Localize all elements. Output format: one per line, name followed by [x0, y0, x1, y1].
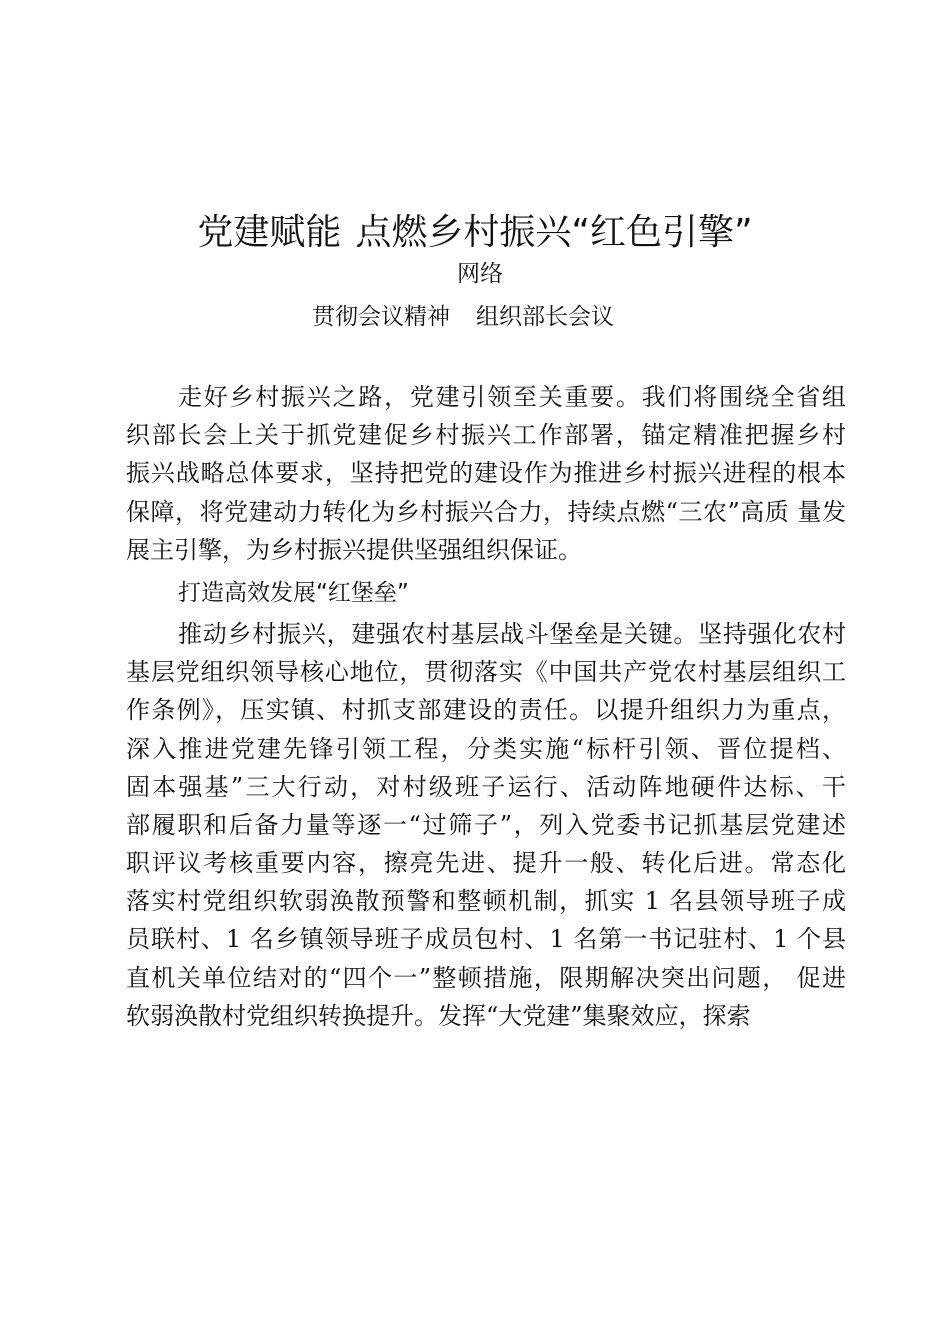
source-label: 网络 [457, 261, 503, 287]
title-part-1: 党建赋能 [197, 212, 342, 253]
paragraph-line: 固本强基”三大行动，对村级班子运行、活动阵地硬件达标、干 [126, 772, 846, 801]
paragraph-line: 作条例》，压实镇、村抓支部建设的责任。以提升组织力为重点， [126, 696, 846, 725]
paragraph-line: 推动乡村振兴，建强农村基层战斗堡垒是关键。坚持强化农村 [178, 619, 846, 648]
subtitle-part-2: 组织部长会议 [476, 304, 614, 330]
paragraph-line: 保障，将党建动力转化为乡村振兴合力，持续点燃“三农”高质 量发 [126, 497, 846, 526]
paragraph-1 [126, 378, 846, 569]
document-body [126, 378, 846, 1035]
paragraph-line: 落实村党组织软弱涣散预警和整顿机制，抓实 1 名县领导班子成 [126, 887, 846, 916]
paragraph-line: 直机关单位结对的“四个一”整顿措施，限期解决突出问题， 促进 [126, 963, 846, 992]
subtitle-part-1: 贯彻会议精神 [312, 304, 450, 330]
paragraph-line: 振兴战略总体要求，坚持把党的建设作为推进乡村振兴进程的根本 [126, 459, 846, 488]
paragraph-line: 员联村、1 名乡镇领导班子成员包村、1 名第一书记驻村、1 个县 [126, 925, 846, 954]
paragraph-line: 走好乡村振兴之路，党建引领至关重要。我们将围绕全省组 [178, 383, 846, 411]
paragraph-2 [126, 615, 846, 1035]
paragraph-line: 部履职和后备力量等逐一“过筛子”，列入党委书记抓基层党建述 [126, 810, 846, 839]
document-title [0, 208, 950, 258]
paragraph-line: 软弱涣散村党组织转换提升。发挥“大党建”集聚效应，探索 [126, 1001, 751, 1030]
paragraph-line: 展主引擎，为乡村振兴提供坚强组织保证。 [126, 535, 582, 564]
paragraph-line: 职评议考核重要内容，擦亮先进、提升一般、转化后进。常态化 [126, 849, 846, 878]
paragraph-line: 深入推进党建先锋引领工程，分类实施“标杆引领、晋位提档、 [126, 734, 846, 763]
title-part-2: 点燃乡村振兴“红色引擎” [355, 212, 753, 253]
paragraph-line: 基层党组织领导核心地位，贯彻落实《中国共产党农村基层组织工 [126, 658, 846, 687]
document-subtitle [312, 300, 614, 334]
section-heading: 打造高效发展“红堡垒” [178, 579, 409, 606]
paragraph-line: 织部长会上关于抓党建促乡村振兴工作部署，锚定精准把握乡村 [126, 421, 846, 450]
